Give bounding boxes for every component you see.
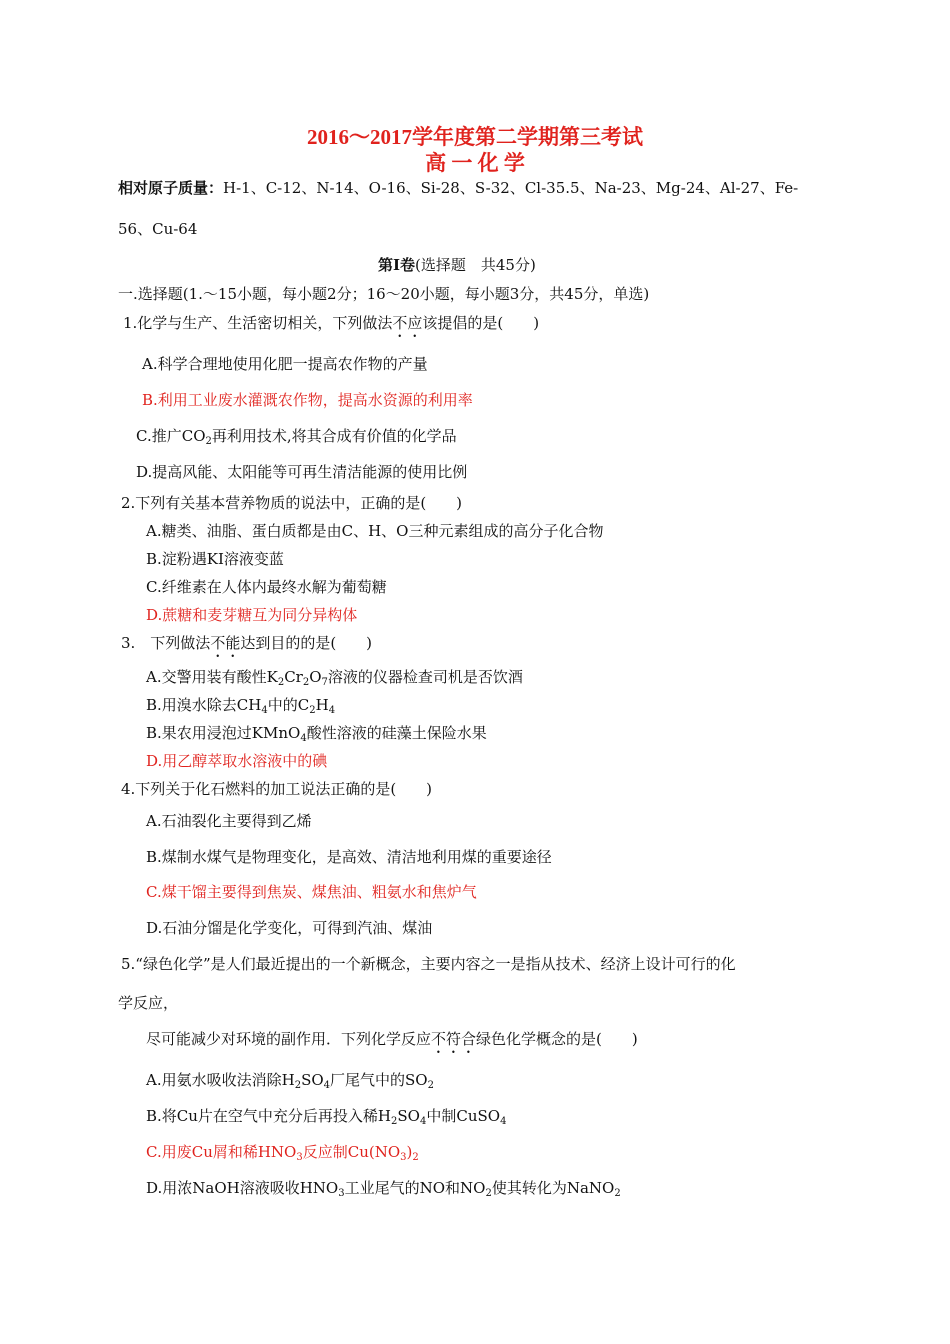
q4-option-c-answer: C.煤干馏主要得到焦炭、煤焦油、粗氨水和焦炉气 (146, 883, 477, 901)
q5-d-sub: 2 (614, 1188, 621, 1199)
q5-option-b (146, 1106, 506, 1126)
section-heading (378, 255, 536, 275)
q1-c-text: C.推广CO (136, 427, 206, 445)
q5-stem-line3 (146, 1029, 638, 1057)
q3-b-sub: 2 (309, 705, 316, 716)
exam-subject: 高 一 化 学 (425, 151, 525, 175)
atomic-mass-values-cont: 56、Cu-64 (118, 220, 198, 238)
q5-option-c-answer (146, 1142, 419, 1162)
q5-stem-part: 尽可能减少对环境的副作用．下列化学反应 (146, 1030, 432, 1048)
q3-b-sub: 4 (328, 705, 336, 716)
q5-d-text: 工业尾气的NO和NO (344, 1179, 486, 1197)
q1-stem-emphasis: 不应 (392, 314, 423, 332)
q3-c-text: 酸性溶液的硅藻土保险水果 (306, 724, 487, 742)
q5-b-sub: 2 (391, 1116, 398, 1127)
q3-stem-part: 达到目的的是( ) (240, 634, 373, 652)
q5-a-sub: 2 (427, 1080, 434, 1091)
q2-stem: 2.下列有关基本营养物质的说法中，正确的是( ) (121, 494, 463, 512)
q5-c-sub: 3 (400, 1152, 407, 1163)
q1-option-b-answer: B.利用工业废水灌溉农作物，提高水资源的利用率 (142, 391, 473, 409)
q5-c-sub: 3 (296, 1152, 303, 1163)
q3-a-text: 溶液的仪器检查司机是否饮酒 (327, 668, 523, 686)
q5-b-sub: 4 (419, 1116, 427, 1127)
q3-option-d-answer: D.用乙醇萃取水溶液中的碘 (146, 752, 328, 770)
section-instructions: 一.选择题(1.～15小题，每小题2分；16～20小题，每小题3分，共45分，单选) (118, 285, 650, 303)
q5-c-sub: 2 (412, 1152, 419, 1163)
q5-a-text: A.用氨水吸收法消除H (146, 1071, 295, 1089)
q3-stem (121, 633, 372, 661)
section-heading-rest: (选择题 共45分) (415, 256, 536, 274)
q3-b-text: H (315, 696, 329, 714)
q5-b-text: 中制CuSO (426, 1107, 501, 1125)
q3-b-sub: 4 (261, 705, 268, 716)
q3-stem-part: 3. 下列做法 (121, 634, 211, 652)
q1-option-d: D.提高风能、太阳能等可再生清洁能源的使用比例 (136, 463, 468, 481)
q3-a-sub: 7 (321, 677, 328, 688)
q5-b-text: B.将Cu片在空气中充分后再投入稀H (146, 1107, 392, 1125)
q5-c-text: 反应制Cu(NO (302, 1143, 401, 1161)
q2-option-a: A.糖类、油脂、蛋白质都是由C、H、O三种元素组成的高分子化合物 (146, 522, 604, 540)
q2-option-b: B.淀粉遇KI溶液变蓝 (146, 550, 284, 568)
exam-title: 2016～2017学年度第二学期第三考试 (307, 125, 643, 149)
q3-c-sub: 4 (300, 733, 307, 744)
atomic-mass-values: H-1、C-12、N-14、O-16、Si-28、S-32、Cl-35.5、Na-23、Mg-24、Al-27、Fe- (223, 179, 799, 197)
q5-d-text: D.用浓NaOH溶液吸收HNO (146, 1179, 339, 1197)
q5-option-d (146, 1178, 621, 1198)
atomic-mass-line (118, 178, 798, 198)
q5-d-text: 使其转化为NaNO (491, 1179, 615, 1197)
q1-c-sub: 2 (205, 436, 212, 447)
q4-option-b: B.煤制水煤气是物理变化，是高效、清洁地利用煤的重要途径 (146, 848, 552, 866)
q3-option-c (146, 723, 487, 743)
q5-b-text: SO (397, 1107, 420, 1125)
section-heading-bold: 第Ⅰ卷 (378, 256, 416, 274)
q4-option-d: D.石油分馏是化学变化，可得到汽油、煤油 (146, 919, 433, 937)
q3-a-sub: 2 (277, 677, 285, 688)
q5-c-text: C.用废Cu屑和稀HNO (146, 1143, 297, 1161)
q2-option-c: C.纤维素在人体内最终水解为葡萄糖 (146, 578, 387, 596)
q1-option-c (136, 426, 457, 446)
q1-c-text: 再利用技术,将其合成有价值的化学品 (211, 427, 457, 445)
q5-b-sub: 4 (500, 1116, 507, 1127)
q3-stem-emphasis: 不能 (210, 634, 241, 652)
q4-stem: 4.下列关于化石燃料的加工说法正确的是( ) (121, 780, 433, 798)
q3-a-text: O (309, 668, 322, 686)
q5-stem-line2: 学反应， (118, 994, 179, 1012)
q1-stem (123, 313, 539, 341)
q4-option-a: A.石油裂化主要得到乙烯 (146, 812, 312, 830)
q2-option-d-answer: D.蔗糖和麦芽糖互为同分异构体 (146, 606, 358, 624)
q5-d-sub: 3 (338, 1188, 345, 1199)
q3-b-text: 中的C (267, 696, 310, 714)
q5-d-sub: 2 (485, 1188, 492, 1199)
q3-option-b (146, 695, 335, 715)
q5-stem-emphasis: 不符合 (431, 1030, 477, 1048)
q3-a-sub: 2 (302, 677, 310, 688)
q1-stem-part: 1.化学与生产、生活密切相关，下列做法 (123, 314, 393, 332)
q3-option-a (146, 667, 523, 687)
q3-a-text: A.交警用装有酸性K (146, 668, 278, 686)
q1-option-a: A.科学合理地使用化肥一提高农作物的产量 (142, 355, 428, 373)
q3-b-text: B.用溴水除去CH (146, 696, 262, 714)
q5-c-text: ) (406, 1143, 413, 1161)
q3-c-text: B.果农用浸泡过KMnO (146, 724, 301, 742)
atomic-mass-label: 相对原子质量： (118, 179, 224, 197)
q5-a-text: SO (301, 1071, 324, 1089)
q3-a-text: Cr (284, 668, 303, 686)
q5-a-text: 厂尾气中的SO (330, 1071, 428, 1089)
q5-option-a (146, 1070, 434, 1090)
q5-a-sub: 2 (294, 1080, 302, 1091)
q5-stem-line1: 5.“绿色化学”是人们最近提出的一个新概念，主要内容之一是指从技术、经济上设计可行的化 (121, 955, 736, 973)
q5-stem-part: 绿色化学概念的是( ) (476, 1030, 638, 1048)
q5-a-sub: 4 (323, 1080, 331, 1091)
q1-stem-part: 该提倡的是( ) (422, 314, 540, 332)
